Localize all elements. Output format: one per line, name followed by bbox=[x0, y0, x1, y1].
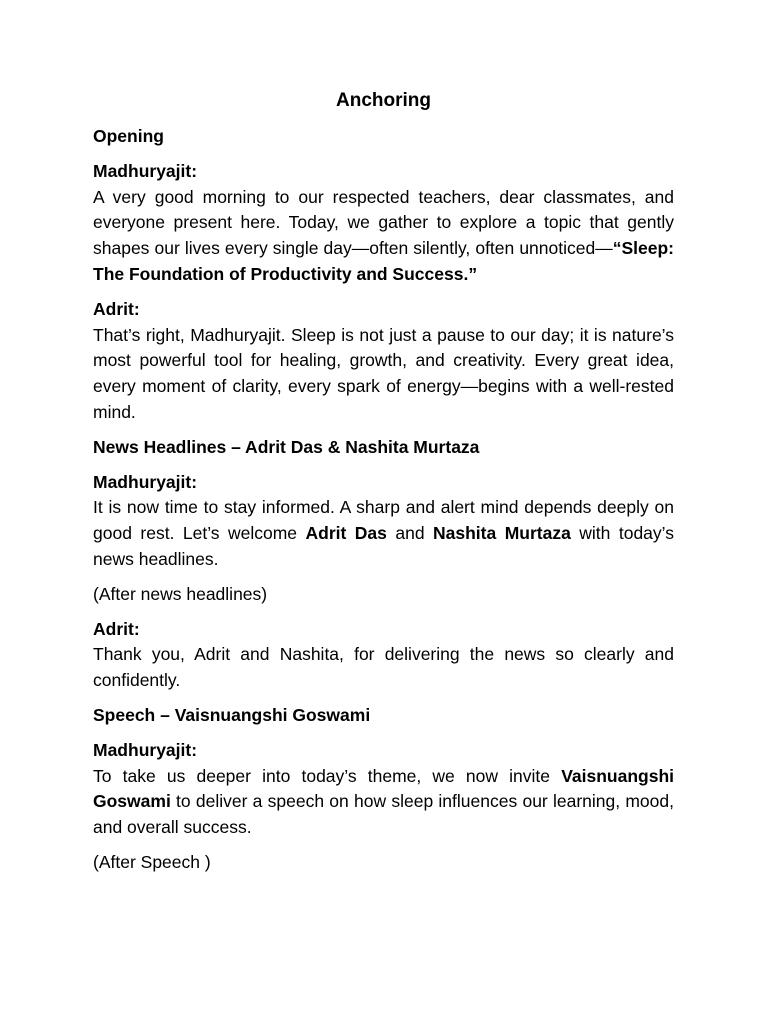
dialogue-text bbox=[93, 495, 674, 572]
dialogue-text-part: to deliver a speech on how sleep influences our learning, mood, and overall success. bbox=[93, 791, 674, 838]
dialogue-text: Thank you, Adrit and Nashita, for delivering the news so clearly and confidently. bbox=[93, 644, 674, 691]
dialogue-block bbox=[93, 470, 674, 573]
dialogue-text-part: with today’s news headlines. bbox=[93, 523, 674, 569]
dialogue-block bbox=[93, 738, 674, 841]
dialogue-block bbox=[93, 159, 674, 288]
dialogue-text-part: It is now time to stay informed. A sharp and alert mind depends deeply on good rest. Let’s welcome bbox=[93, 497, 674, 544]
section-heading-opening: Opening bbox=[93, 126, 164, 146]
dialogue-text-part: and bbox=[386, 523, 434, 544]
speaker-label: Madhuryajit: bbox=[93, 471, 198, 492]
dialogue-text-part: A very good morning to our respected teachers, dear classmates, and everyone present here. Today, we gather to explore a topic that gently shapes our lives every single day—often silently, often unnoticed— bbox=[93, 186, 674, 259]
section-heading-speech: Speech – Vaisnuangshi Goswami bbox=[93, 704, 371, 725]
dialogue-text bbox=[93, 764, 674, 841]
name-bold: Adrit Das bbox=[305, 523, 387, 544]
name-bold: Vaisnuangshi Goswami bbox=[93, 765, 674, 812]
name-bold: Nashita Murtaza bbox=[433, 523, 571, 544]
stage-note: (After Speech ) bbox=[93, 851, 211, 872]
stage-note: (After news headlines) bbox=[93, 583, 268, 604]
speaker-label: Adrit: bbox=[93, 618, 140, 639]
dialogue-text-part: To take us deeper into today’s theme, we now invite bbox=[93, 765, 562, 786]
speaker-label: Madhuryajit: bbox=[93, 160, 198, 181]
topic-title: “Sleep: The Foundation of Productivity and Success.” bbox=[93, 238, 674, 284]
dialogue-block bbox=[93, 617, 674, 694]
dialogue-block bbox=[93, 297, 674, 426]
dialogue-text bbox=[93, 185, 674, 288]
document-title: Anchoring bbox=[336, 90, 431, 111]
section-heading-news: News Headlines – Adrit Das & Nashita Murtaza bbox=[93, 436, 480, 457]
speaker-label: Adrit: bbox=[93, 298, 140, 319]
dialogue-text: That’s right, Madhuryajit. Sleep is not just a pause to our day; it is nature’s most powerful tool for healing, growth, and creativity. Every great idea, every moment of clarity, every spark of energy—begins with a well-rested mind. bbox=[93, 324, 674, 422]
speaker-label: Madhuryajit: bbox=[93, 739, 198, 760]
